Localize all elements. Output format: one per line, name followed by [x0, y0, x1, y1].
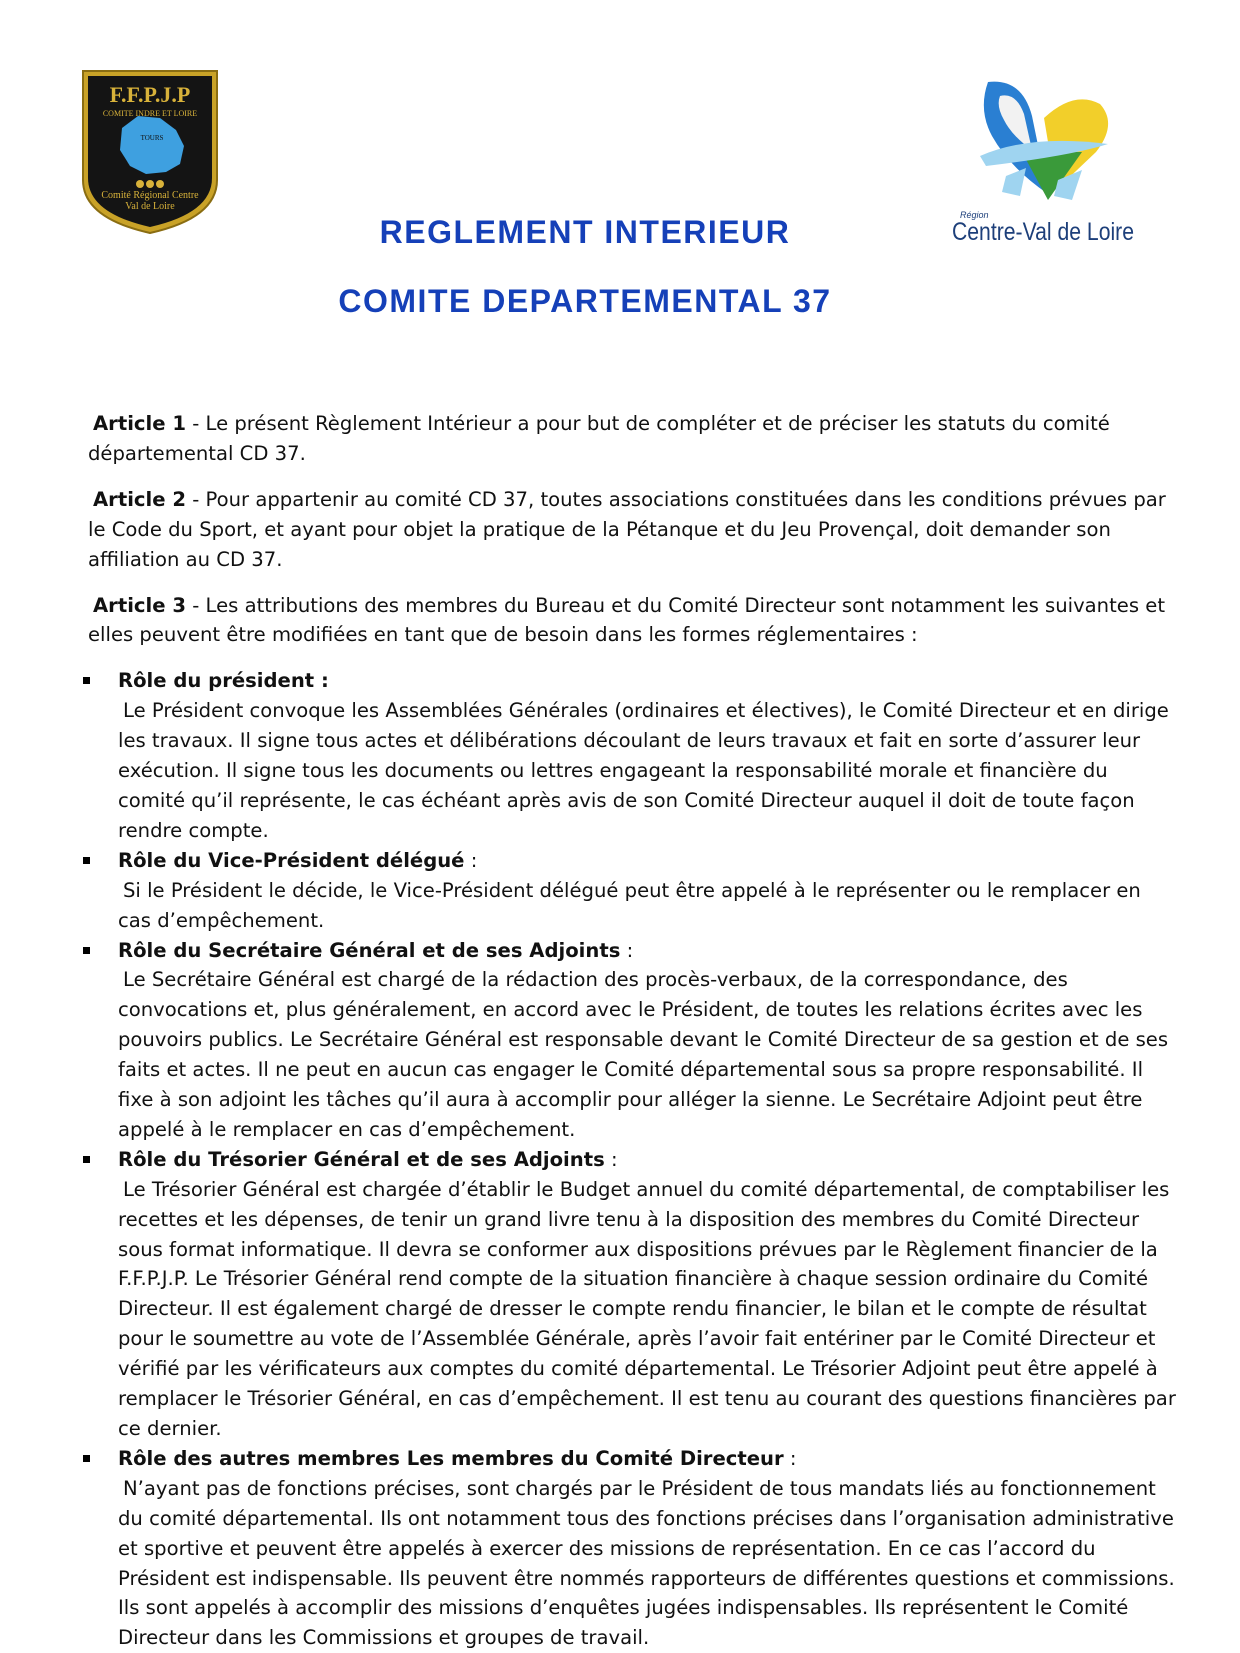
role-heading: Rôle du Trésorier Général et de ses Adjoints: [118, 1147, 605, 1171]
role-text: Le Secrétaire Général est chargé de la rédaction des procès-verbaux, de la correspondance, des convocations et, plus généralement, en accord avec le Président, de toutes les relations écrites avec les pouvoirs publics. Le Secrétaire Général est responsable devant le Comité Directeur de sa gestion et de ses faits et actes. Il ne peut en aucun cas engager le Comité départemental sous sa propre responsabilité. Il fixe à son adjoint les tâches qu’il aura à accomplir pour alléger la sienne. Le Secrétaire Adjoint peut être appelé à le remplacer en cas d’empêchement.: [118, 968, 1169, 1141]
bullet-icon: [83, 857, 90, 864]
article-3: [88, 591, 1178, 651]
role-president: [88, 666, 1178, 845]
logo-left-city: TOURS: [140, 134, 164, 142]
article-2: [88, 485, 1178, 575]
role-secretaire-general: [88, 936, 1178, 1145]
logo-left-ring: COMITE INDRE ET LOIRE: [102, 109, 198, 118]
bullet-icon: [83, 947, 90, 954]
document-title: REGLEMENT INTERIEUR: [379, 214, 791, 250]
role-heading: Rôle des autres membres Les membres du Comité Directeur: [118, 1446, 784, 1470]
bullet-icon: [83, 1455, 90, 1462]
document-subtitle: COMITE DEPARTEMENTAL 37: [338, 283, 832, 319]
role-heading: Rôle du Secrétaire Général et de ses Adjoints: [118, 938, 621, 962]
role-heading: Rôle du Vice-Président délégué: [118, 848, 465, 872]
article-text: - Pour appartenir au comité CD 37, toutes associations constituées dans les conditions prévues par le Code du Sport, et ayant pour objet la pratique de la Pétanque et du Jeu Provençal, doit demander son affiliation au CD 37.: [88, 487, 1166, 571]
ffpjp-logo: [80, 68, 220, 236]
role-text: Le Président convoque les Assemblées Générales (ordinaires et électives), le Comité Directeur et en dirige les travaux. Il signe tous actes et délibérations découlant de leurs travaux et fait en sorte d’assurer leur exécution. Il signe tous les documents ou lettres engageant la responsabilité morale et financière du comité qu’il représente, le cas échéant après avis de son Comité Directeur auquel il doit de toute façon rendre compte.: [118, 699, 1169, 842]
article-1: [88, 409, 1178, 469]
role-heading-suffix: :: [464, 848, 478, 872]
logo-right-brand: Centre-Val de Loire: [952, 218, 1134, 246]
logo-left-title: F.F.P.J.P: [109, 82, 191, 107]
role-text: Si le Président le décide, le Vice-Président délégué peut être appelé à le représenter ou le remplacer en cas d’empêchement.: [118, 878, 1141, 932]
role-vice-president: [88, 846, 1178, 936]
article-text: - Les attributions des membres du Bureau et du Comité Directeur sont notamment les suivantes et elles peuvent être modifiées en tant que de besoin dans les formes réglementaires :: [88, 593, 1166, 647]
role-heading-suffix: :: [620, 938, 634, 962]
role-tresorier-general: [88, 1145, 1178, 1444]
role-heading-suffix: :: [604, 1147, 618, 1171]
article-label: Article 1: [93, 412, 186, 435]
logo-right-small: Région: [960, 210, 989, 220]
logo-left-subtitle: Comité Régional Centre Val de Loire: [101, 190, 199, 212]
role-heading-suffix: :: [783, 1446, 797, 1470]
role-heading: Rôle du président :: [118, 669, 329, 693]
article-label: Article 2: [93, 487, 186, 511]
role-text: Le Trésorier Général est chargée d’établir le Budget annuel du comité départemental, de comptabiliser les recettes et les dépenses, de tenir un grand livre tenu à la disposition des membres du Comité Directeur sous format informatique. Il devra se conformer aux dispositions prévues par le Règlement financier de la F.F.P.J.P. Le Trésorier Général rend compte de la situation financière à chaque session ordinaire du Comité Directeur. Il est également chargé de dresser le compte rendu financier, le bilan et le compte de résultat pour le soumettre au vote de l’Assemblée Générale, après l’avoir fait entériner par le Comité Directeur et vérifié par les vérificateurs aux comptes du comité départemental. Le Trésorier Adjoint peut être appelé à remplacer le Trésorier Général, en cas d’empêchement. Il est tenu au courant des questions financières par ce dernier.: [118, 1177, 1176, 1440]
article-text: - Le présent Règlement Intérieur a pour but de compléter et de préciser les statuts du comité départemental CD 37.: [88, 412, 1110, 465]
role-autres-membres: [88, 1444, 1178, 1653]
role-text: N’ayant pas de fonctions précises, sont chargés par le Président de tous mandats liés au fonctionnement du comité départemental. Ils ont notamment tous des fonctions précises dans l’organisation administrative et sportive et peuvent être appelés à exercer des missions de représentation. En ce cas l’accord du Président est indispensable. Ils peuvent être nommés rapporteurs de différentes questions et commissions. Ils sont appelés à accomplir des missions d’enquêtes jugées indispensables. Ils représentent le Comité Directeur dans les Commissions et groupes de travail.: [118, 1476, 1175, 1650]
roles-list: [88, 666, 1178, 1653]
document-body: [88, 409, 1178, 1653]
article-label: Article 3: [93, 593, 186, 617]
bullet-icon: [83, 677, 90, 684]
bullet-icon: [83, 1156, 90, 1163]
